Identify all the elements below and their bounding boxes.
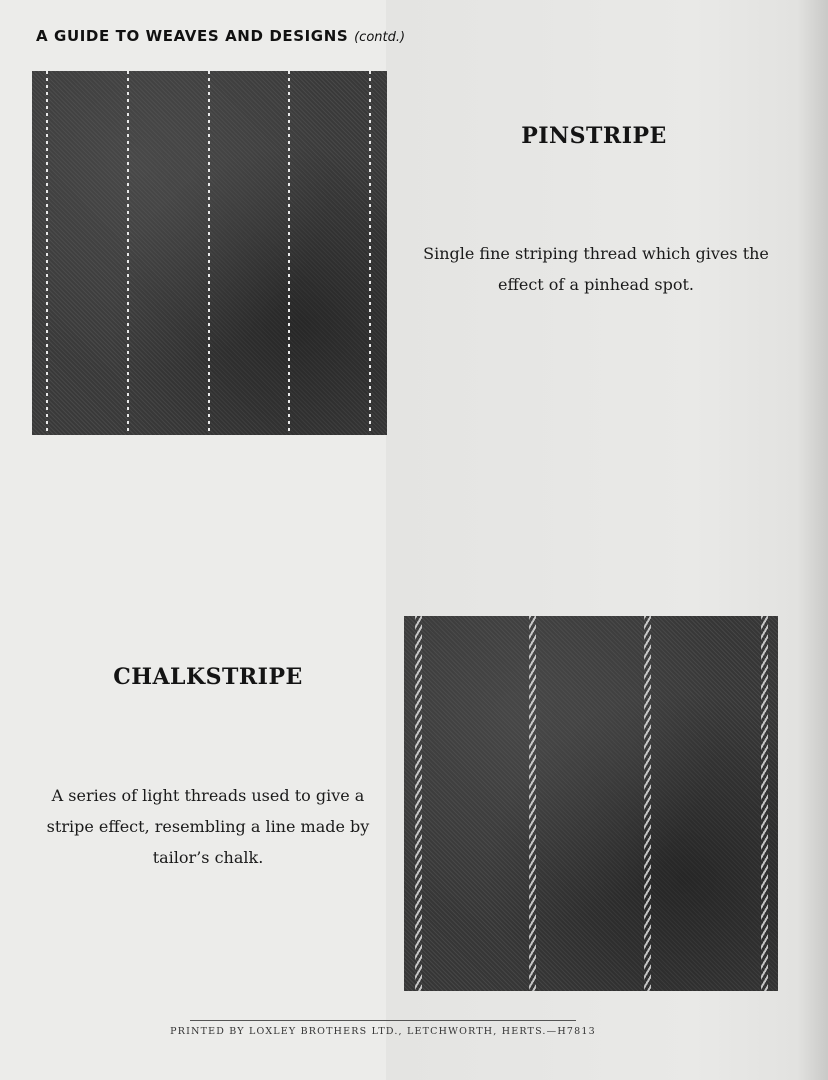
chalkstripe-thread — [529, 616, 536, 991]
chalkstripe-title: CHALKSTRIPE — [113, 664, 303, 690]
pinstripe-thread — [127, 71, 129, 435]
printer-imprint: PRINTED BY LOXLEY BROTHERS LTD., LETCHWORTH, HERTS.—H7813 — [170, 1026, 596, 1037]
page-header — [36, 27, 405, 45]
pinstripe-fabric-swatch — [32, 71, 387, 435]
chalkstripe-thread — [644, 616, 651, 991]
chalkstripe-thread — [415, 616, 422, 991]
chalkstripe-fabric-swatch — [404, 616, 778, 991]
pinstripe-title: PINSTRIPE — [521, 123, 667, 149]
header-contd: (contd.) — [354, 30, 406, 45]
chalkstripe-description: A series of light threads used to give a stripe effect, resembling a line made by tailor’s chalk. — [46, 786, 370, 867]
header-title: A GUIDE TO WEAVES AND DESIGNS — [36, 27, 349, 45]
footer-divider — [190, 1020, 576, 1021]
pinstripe-thread — [288, 71, 290, 435]
pinstripe-thread — [208, 71, 210, 435]
pinstripe-description: Single fine striping thread which gives the effect of a pinhead spot. — [423, 244, 769, 294]
pinstripe-thread — [46, 71, 48, 435]
pinstripe-thread — [369, 71, 371, 435]
chalkstripe-thread — [761, 616, 768, 991]
